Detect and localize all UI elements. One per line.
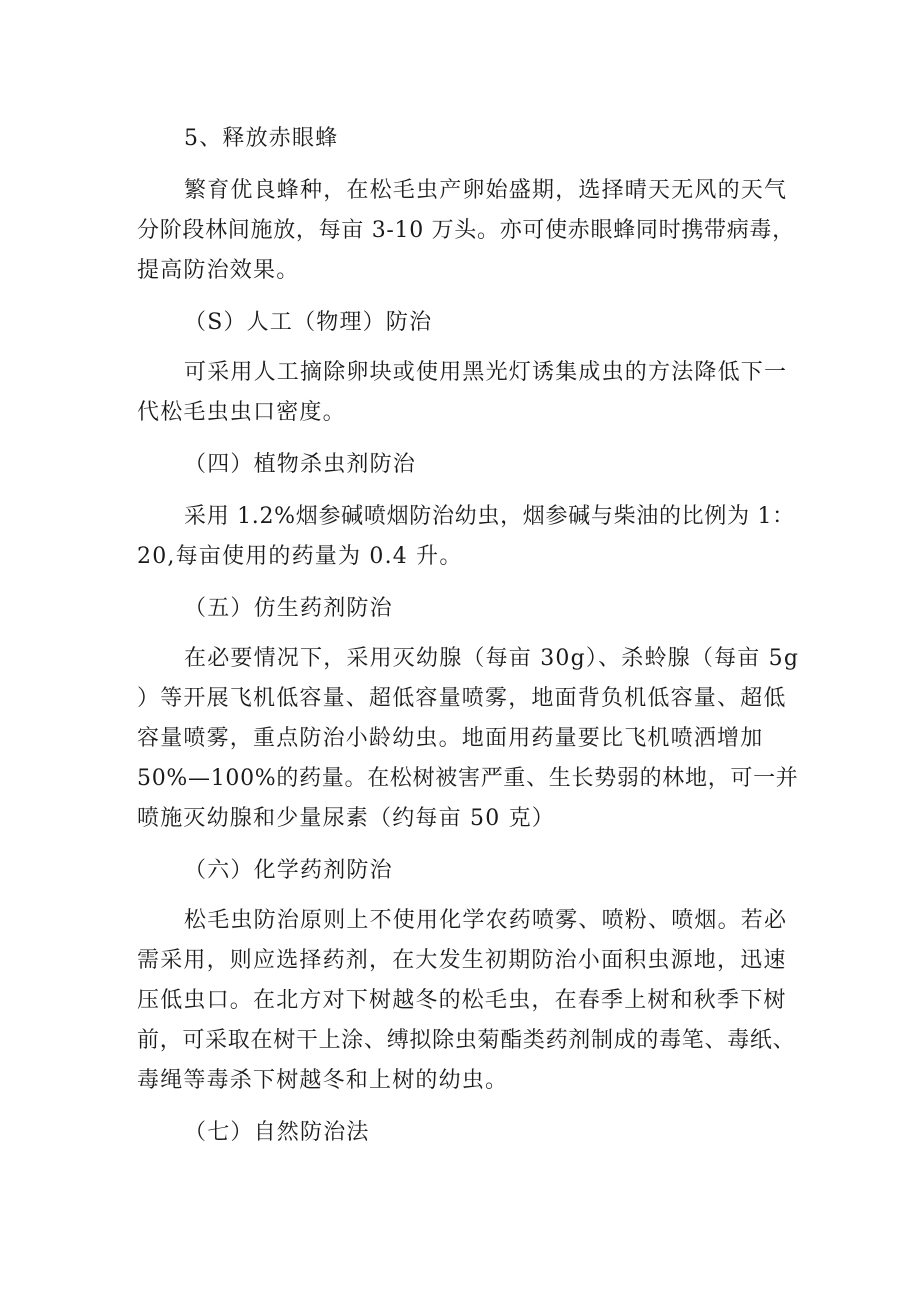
paragraph-line: 提高防治效果。 — [137, 258, 300, 283]
paragraph-line: 代松毛虫虫口密度。 — [137, 400, 346, 425]
section-heading-bionic-agents: （五）仿生药剂防治 — [184, 596, 393, 621]
paragraph-line: 繁育优良蜂种，在松毛虫产卵始盛期，选择晴天无风的天气 — [184, 178, 788, 203]
paragraph-line: 50%—100%的药量。在松树被害严重、生长势弱的林地，可一并 — [137, 766, 799, 791]
paragraph-line: 采用 1.2%烟参碱喷烟防治幼虫，烟参碱与柴油的比例为 1： — [184, 504, 795, 529]
paragraph-line: 毒绳等毒杀下树越冬和上树的幼虫。 — [137, 1068, 509, 1093]
paragraph-line: 喷施灭幼腺和少量尿素（约每亩 50 克） — [137, 806, 555, 831]
paragraph-line: 松毛虫防治原则上不使用化学农药喷雾、喷粉、喷烟。若必 — [184, 908, 788, 933]
section-heading-chemical-control: （六）化学药剂防治 — [184, 858, 393, 883]
section-heading-natural-control: （七）自然防治法 — [184, 1120, 370, 1145]
paragraph-line: 压低虫口。在北方对下树越冬的松毛虫，在春季上树和秋季下树 — [137, 988, 787, 1013]
section-heading-manual-control: （S）人工（物理）防治 — [184, 310, 433, 335]
paragraph-line: 20,每亩使用的药量为 0.4 升。 — [137, 544, 463, 569]
paragraph-line: 容量喷雾，重点防治小龄幼虫。地面用药量要比飞机喷洒增加 — [137, 726, 764, 751]
paragraph-line: 前，可采取在树干上涂、缚拟除虫菊酯类药剂制成的毒笔、毒纸、 — [137, 1028, 796, 1053]
paragraph-line: 需采用，则应选择药剂，在大发生初期防治小面积虫源地，迅速 — [137, 948, 787, 973]
paragraph-line: ）等开展飞机低容量、超低容量喷雾，地面背负机低容量、超低 — [137, 686, 787, 711]
paragraph-line: 分阶段林间施放，每亩 3-10 万头。亦可使赤眼蜂同时携带病毒， — [137, 218, 795, 243]
paragraph-line: 在必要情况下，采用灭幼腺（每亩 30g）、杀蛉腺（每亩 5g — [184, 646, 800, 671]
paragraph-line: 可采用人工摘除卵块或使用黑光灯诱集成虫的方法降低下一 — [184, 360, 788, 385]
section-heading-botanical-insecticide: （四）植物杀虫剂防治 — [184, 452, 417, 477]
section-heading-release-wasps: 5、释放赤眼蜂 — [184, 126, 339, 151]
